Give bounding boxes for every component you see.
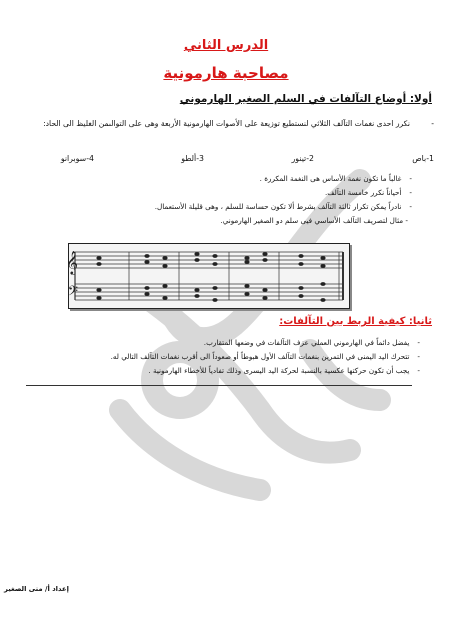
- lesson-title: الدرس الثاني: [183, 38, 269, 53]
- bullet-item: -نادراً يمكن تكرار ثالثة التآلف بشرط ألا تكون حساسة للسلم ، وهى قليلة الأستعمال.: [154, 202, 412, 211]
- section1-intro: [29, 116, 434, 132]
- bullet-item: -يفضل دائماً في الهارموني العملي عزف التآلفات في وضعها المتقارب.: [203, 338, 420, 347]
- voice-bass: 1-باص: [412, 154, 434, 163]
- section2-heading: ثانيا: كيفية الربط بين التآلفات:: [279, 316, 432, 327]
- svg-text:𝄞: 𝄞: [66, 250, 78, 274]
- svg-text:𝄢: 𝄢: [67, 283, 78, 302]
- author-credit: إعداد أ/ منى الصغير: [4, 585, 69, 593]
- voices-list: [18, 154, 434, 166]
- intro-text: نكرر احدى نغمات التآلف الثلاثي لنستطيع توزيعة على الأصوات الهارمونية الأربعة وهى على التوالىمن الغليظ الى الحاد:: [43, 119, 410, 128]
- intro-dash: -: [431, 119, 434, 128]
- topic-title: مصاحبة هارمونية: [163, 64, 289, 82]
- voice-tenor: 2-تينور: [291, 154, 314, 163]
- divider-line: [26, 385, 412, 386]
- bullet-item: -تتحرك اليد اليمنى في التمرين بنغمات التآلف الأول هبوطاً أو صعوداً الى أقرب نغمات التآلف التالي له.: [110, 352, 420, 361]
- bullet-text: أحياناً نكرر خامسة التآلف.: [324, 188, 402, 197]
- bullet-text: نادراً يمكن تكرار ثالثة التآلف بشرط ألا تكون حساسة للسلم ، وهى قليلة الأستعمال.: [154, 202, 402, 211]
- bullet-text: يفضل دائماً في الهارموني العملي عزف التآلفات في وضعها المتقارب.: [203, 338, 410, 347]
- voice-alto: 3-ألطو: [181, 154, 204, 163]
- example-note: - مثال لتصريف التآلف الأساسي فيى سلم دو الصغير الهارموني.: [220, 216, 408, 225]
- section1-heading: أولا: أوضاع التآلفات في السلم الصغير الهارموني: [179, 93, 432, 105]
- bullet-text: غالباً ما تكون نغمة الأساس هى النغمة المكررة .: [259, 174, 402, 183]
- bullet-item: -أحياناً نكرر خامسة التآلف.: [324, 188, 412, 197]
- voice-soprano: 4-سوبرانو: [60, 154, 94, 163]
- music-staff-image: [68, 243, 350, 309]
- bullet-item: -يجب أن تكون حركتها عكسية بالنسبة لحركة اليد اليسرى وذلك تفادياً للأخطاء الهارمونية .: [148, 366, 420, 375]
- bullet-text: تتحرك اليد اليمنى في التمرين بنغمات التآلف الأول هبوطاً أو صعوداً الى أقرب نغمات التآلف التالي له.: [110, 352, 410, 361]
- bullet-item: -غالباً ما تكون نغمة الأساس هى النغمة المكررة .: [259, 174, 412, 183]
- bullet-text: يجب أن تكون حركتها عكسية بالنسبة لحركة اليد اليسرى وذلك تفادياً للأخطاء الهارمونية .: [148, 366, 410, 375]
